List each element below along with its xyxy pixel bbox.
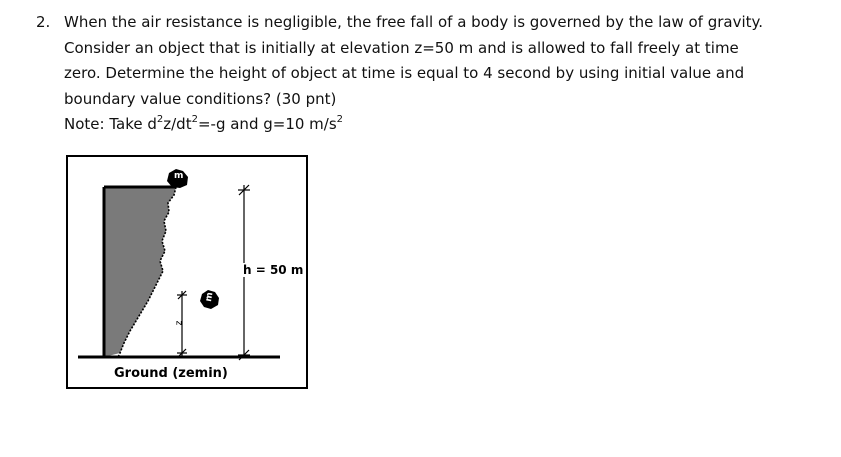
question-text (64, 10, 804, 138)
question-line-2: Consider an object that is initially at elevation z=50 m and is allowed to fall freely at time (64, 38, 739, 57)
note-prefix: Note: Take d (64, 115, 157, 133)
note-sup-2: 2 (191, 114, 198, 125)
mass-falling-label: m (203, 291, 216, 303)
cliff (104, 187, 176, 357)
mass-top-label: m (174, 171, 184, 181)
question-line-4: boundary value conditions? (30 pnt) (64, 89, 337, 108)
free-fall-figure (66, 155, 308, 389)
note-mid-2: =-g and g=10 m/s (197, 115, 337, 133)
height-label: h = 50 m (243, 263, 304, 277)
question-note (64, 112, 804, 138)
question-number: 2. (36, 13, 51, 31)
note-sup-3: 2 (336, 114, 344, 125)
z-label: z (174, 320, 185, 326)
question-line-3: zero. Determine the height of object at time is equal to 4 second by using initial value and (64, 64, 745, 82)
ground-label: Ground (zemin) (114, 366, 228, 381)
note-sup-1: 2 (156, 114, 164, 125)
note-mid: z/dt (163, 115, 192, 133)
question-line-1: When the air resistance is negligible, the free fall of a body is governed by the law of gravity. (64, 13, 764, 31)
